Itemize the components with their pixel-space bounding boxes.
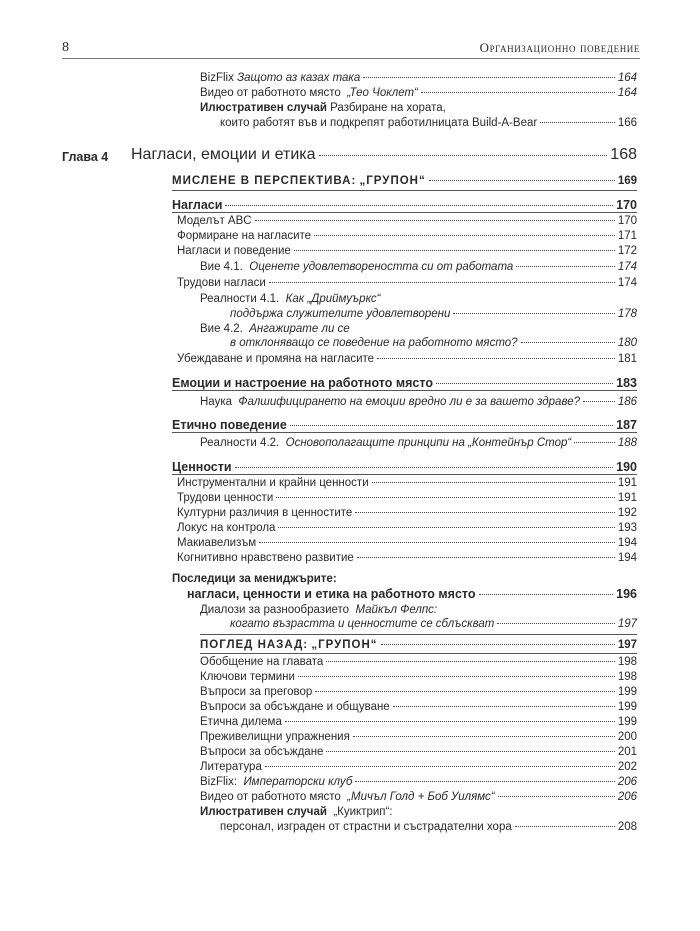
- page-ref: 168: [610, 146, 637, 163]
- toc-entry[interactable]: Литература 202: [200, 761, 637, 773]
- toc-entry[interactable]: Инструментални и крайни ценности 191: [177, 477, 637, 489]
- page-header: [62, 40, 640, 59]
- dot-leader: [583, 401, 615, 402]
- dot-leader: [498, 796, 615, 797]
- dot-leader: [357, 557, 615, 558]
- dot-leader: [363, 77, 615, 78]
- toc-entry-you41[interactable]: Вие 4.1. Оценете удовлетвореността си от работата 174: [200, 261, 637, 273]
- dot-leader: [255, 220, 615, 221]
- toc-entry[interactable]: Макиавелизъм 194: [177, 537, 637, 549]
- dot-leader: [315, 691, 615, 692]
- dot-leader: [453, 313, 614, 314]
- divider: [172, 474, 637, 475]
- divider: [172, 390, 637, 391]
- dot-leader: [521, 342, 615, 343]
- section-attitudes[interactable]: Нагласи 170: [172, 198, 637, 212]
- dot-leader: [377, 358, 615, 359]
- section-implications[interactable]: нагласи, ценности и етика на работното място 196: [187, 587, 637, 601]
- dot-leader: [479, 594, 614, 595]
- dot-leader: [436, 383, 613, 384]
- dot-leader: [574, 442, 615, 443]
- toc-entry-case-line1[interactable]: Илюстративен случай Разбиране на хората,: [200, 102, 446, 114]
- dot-leader: [278, 527, 614, 528]
- toc-entry-case[interactable]: персонал, изграден от страстни и състрадателни хора 208: [220, 821, 637, 833]
- toc-entry[interactable]: Убеждаване и промяна на нагласите 181: [177, 353, 637, 365]
- toc-entry[interactable]: Трудови ценности 191: [177, 492, 637, 504]
- toc-entry-real41-line1[interactable]: Реалности 4.1. Как „Дриймуъркс“: [200, 293, 381, 305]
- toc-entry[interactable]: Преживелищни упражнения 200: [200, 731, 637, 743]
- chapter-title: Нагласи, емоции и етика: [131, 146, 316, 163]
- toc-entry-you42[interactable]: в отклоняващо се поведение на работното място? 180: [230, 337, 637, 349]
- divider: [172, 212, 637, 213]
- toc-entry[interactable]: Формиране на нагласите 171: [177, 230, 637, 242]
- toc-entry[interactable]: Нагласи и поведение 172: [177, 245, 637, 257]
- dot-leader: [372, 482, 615, 483]
- divider: [200, 634, 637, 635]
- divider: [172, 190, 637, 191]
- page-ref: 164: [617, 72, 637, 84]
- running-title: Организационно поведение: [479, 40, 640, 55]
- dot-leader: [265, 766, 615, 767]
- toc-entry[interactable]: Въпроси за обсъждане 201: [200, 746, 637, 758]
- toc-entry[interactable]: Обобщение на главата 198: [200, 656, 637, 668]
- chapter-entry[interactable]: [131, 148, 637, 162]
- section-implications-line1[interactable]: Последици за мениджърите:: [172, 573, 337, 585]
- dot-leader: [276, 497, 615, 498]
- page-ref: 164: [617, 87, 637, 99]
- dot-leader: [298, 676, 615, 677]
- dot-leader: [355, 781, 614, 782]
- toc-entry[interactable]: Ключови термини 198: [200, 671, 637, 683]
- dot-leader: [326, 661, 615, 662]
- section-emotions[interactable]: Емоции и настроение на работното място 183: [172, 376, 637, 390]
- dot-leader: [429, 180, 615, 181]
- toc-entry-real41[interactable]: поддържа служителите удовлетворени 178: [230, 308, 637, 320]
- toc-entry[interactable]: Трудови нагласи 174: [177, 277, 637, 289]
- toc-entry-video[interactable]: Видео от работното място „Тео Чоклет“ 164: [200, 87, 637, 99]
- toc-entry-bizflix[interactable]: BizFlix Защото аз казах така 164: [200, 72, 637, 84]
- divider: [200, 653, 637, 654]
- toc-entry[interactable]: Етична дилема 199: [200, 716, 637, 728]
- toc-entry-real42[interactable]: Реалности 4.2. Основополагащите принципи на „Контейнър Стор“ 188: [200, 437, 637, 449]
- chapter-label: Глава 4: [62, 150, 109, 164]
- toc-entry-perspective[interactable]: МИСЛЕНЕ В ПЕРСПЕКТИВА: „ГРУПОН“ 169: [172, 175, 637, 187]
- toc-entry[interactable]: Моделът ABC 170: [177, 215, 637, 227]
- toc-entry-case-line1[interactable]: Илюстративен случай „Куиктрип“:: [200, 806, 393, 818]
- toc-entry-diversity[interactable]: когато възрастта и ценностите се сблъскват 197: [230, 618, 637, 630]
- toc-entry[interactable]: Когнитивно нравствено развитие 194: [177, 552, 637, 564]
- section-ethics[interactable]: Етично поведение 187: [172, 418, 637, 432]
- dot-leader: [314, 235, 615, 236]
- toc-entry-science[interactable]: Наука Фалшифицирането на емоции вредно ли е за вашето здраве? 186: [200, 396, 637, 408]
- toc-entry[interactable]: Локус на контрола 193: [177, 522, 637, 534]
- dot-leader: [540, 122, 615, 123]
- page-ref: 170: [616, 198, 637, 212]
- toc-entry[interactable]: Въпроси за преговор 199: [200, 686, 637, 698]
- dot-leader: [353, 736, 615, 737]
- dot-leader: [259, 542, 615, 543]
- toc-entry-video[interactable]: Видео от работното място „Мичъл Голд + Боб Уилямс“ 206: [200, 791, 637, 803]
- page-number: 8: [62, 40, 69, 55]
- dot-leader: [355, 512, 615, 513]
- dot-leader: [516, 266, 615, 267]
- dot-leader: [381, 644, 615, 645]
- dot-leader: [497, 623, 615, 624]
- toc-entry-bizflix[interactable]: BizFlix: Императорски клуб 206: [200, 776, 637, 788]
- section-values[interactable]: Ценности 190: [172, 460, 637, 474]
- page-ref: 166: [617, 117, 637, 129]
- toc-entry-you42-line1[interactable]: Вие 4.2. Ангажирате ли се: [200, 323, 350, 335]
- toc-entry[interactable]: Културни различия в ценностите 192: [177, 507, 637, 519]
- toc-entry-lookback[interactable]: ПОГЛЕД НАЗАД: „ГРУПОН“ 197: [200, 639, 637, 651]
- toc-entry[interactable]: Въпроси за обсъждане и общуване 199: [200, 701, 637, 713]
- dot-leader: [319, 155, 608, 156]
- dot-leader: [393, 706, 615, 707]
- dot-leader: [269, 282, 615, 283]
- dot-leader: [225, 205, 613, 206]
- dot-leader: [290, 425, 613, 426]
- dot-leader: [515, 826, 615, 827]
- dot-leader: [326, 751, 614, 752]
- page-ref: 169: [617, 175, 637, 187]
- dot-leader: [235, 467, 614, 468]
- dot-leader: [421, 92, 615, 93]
- dot-leader: [294, 250, 615, 251]
- divider: [172, 432, 637, 433]
- toc-entry-diversity-line1[interactable]: Диалози за разнообразието Майкъл Фелпс:: [200, 604, 438, 616]
- toc-entry-case[interactable]: които работят във и подкрепят работилницата Build-A-Bear 166: [220, 117, 637, 129]
- dot-leader: [285, 721, 615, 722]
